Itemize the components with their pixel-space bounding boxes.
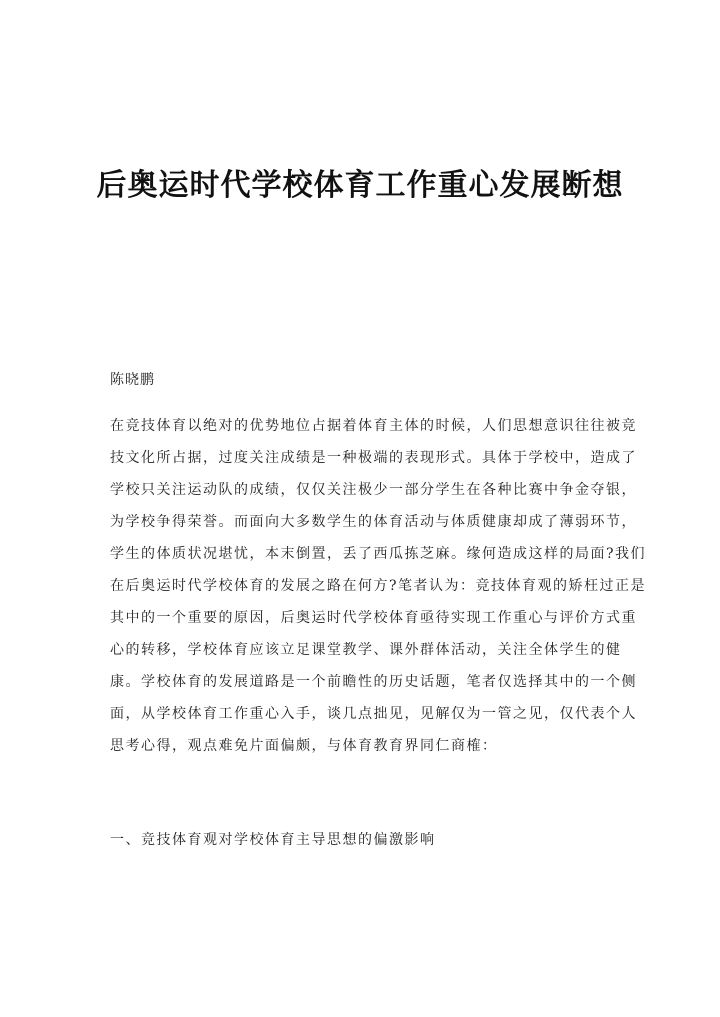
paragraph-line: 在竞技体育以绝对的优势地位占据着体育主体的时候，人们思想意识往往被竞: [110, 418, 637, 434]
paragraph-line: 康。学校体育的发展道路是一个前瞻性的历史话题，笔者仅选择其中的一个侧: [110, 674, 637, 690]
paragraph-line: 学生的体质状况堪忧，本末倒置，丢了西瓜拣芝麻。缘何造成这样的局面?我们: [110, 546, 647, 562]
paragraph-line: 心的转移，学校体育应该立足课堂教学、课外群体活动，关注全体学生的健: [110, 642, 622, 658]
paragraph-line: 为学校争得荣誉。而面向大多数学生的体育活动与体质健康却成了薄弱环节，: [110, 514, 637, 530]
paragraph-line: 思考心得，观点难免片面偏颇，与体育教育界同仁商榷：: [110, 738, 498, 754]
paragraph-line: 学校只关注运动队的成绩，仅仅关注极少一部分学生在各种比赛中争金夺银，: [110, 482, 637, 498]
paragraph-line: 面，从学校体育工作重心入手，谈几点拙见，见解仅为一管之见，仅代表个人: [110, 706, 637, 722]
author-name: 陈晓鹏: [110, 372, 155, 388]
body-paragraph: [110, 410, 647, 762]
paragraph-line: 在后奥运时代学校体育的发展之路在何方?笔者认为：竞技体育观的矫枉过正是: [110, 578, 647, 594]
paragraph-line: 技文化所占据，过度关注成绩是一种极端的表现形式。具体于学校中，造成了: [110, 450, 637, 466]
section-heading: 一、竞技体育观对学校体育主导思想的偏激影响: [110, 832, 436, 848]
document-title: 后奥运时代学校体育工作重心发展断想: [96, 168, 624, 203]
paragraph-line: 其中的一个重要的原因，后奥运时代学校体育亟待实现工作重心与评价方式重: [110, 610, 637, 626]
